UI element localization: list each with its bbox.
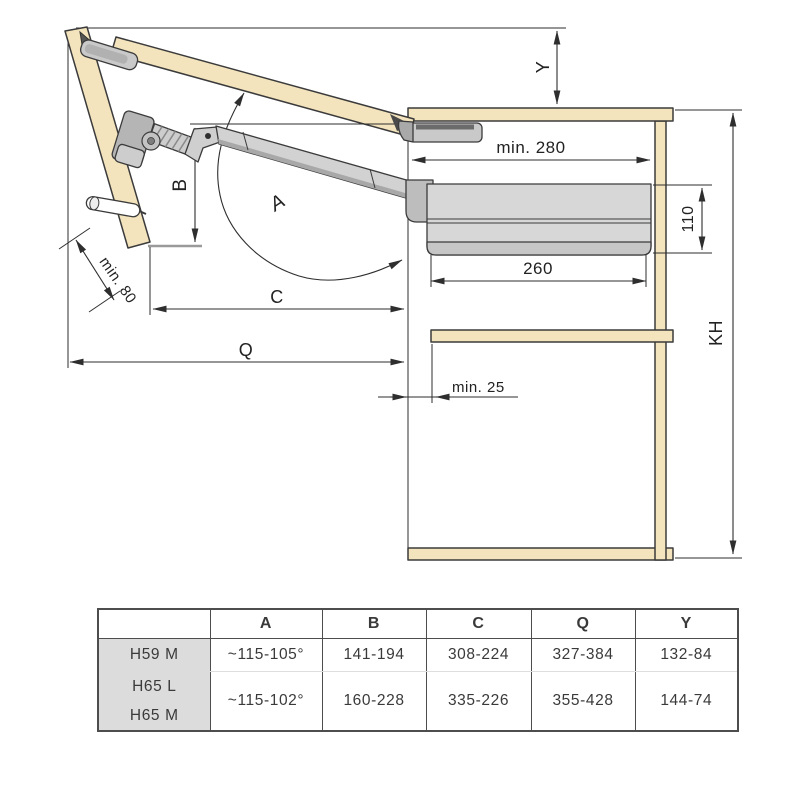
flap-door-open-section bbox=[111, 37, 414, 137]
model-h65m: H65 M bbox=[129, 706, 179, 724]
spec-row-h59m bbox=[98, 639, 738, 672]
h59m-value-y: 132-84 bbox=[635, 639, 738, 672]
h59m-value-a: ~115-105° bbox=[210, 639, 322, 672]
arm-pivot-dot bbox=[205, 133, 211, 139]
label-y: Y bbox=[533, 60, 553, 74]
h59m-value-c: 308-224 bbox=[426, 639, 531, 672]
min80-bottom-tick bbox=[89, 291, 120, 312]
label-c: C bbox=[270, 287, 284, 307]
cabinet-top-panel bbox=[408, 108, 673, 121]
flap-rear-bracket-hook bbox=[399, 121, 413, 142]
label-b: B bbox=[170, 178, 191, 192]
h65-value-q: 355-428 bbox=[531, 672, 635, 732]
label-min-25: min. 25 bbox=[452, 379, 505, 396]
header-q: Q bbox=[531, 609, 635, 639]
spec-table-container bbox=[97, 608, 739, 732]
header-b: B bbox=[322, 609, 426, 639]
h59m-value-q: 327-384 bbox=[531, 639, 635, 672]
label-260: 260 bbox=[523, 259, 553, 278]
h65-value-y: 144-74 bbox=[635, 672, 738, 732]
spring-coil-center bbox=[148, 138, 155, 145]
cabinet bbox=[408, 108, 673, 560]
model-h59m: H59 M bbox=[98, 639, 210, 672]
label-a: A bbox=[265, 189, 290, 216]
h65-value-c: 335-226 bbox=[426, 672, 531, 732]
h65-value-b: 160-228 bbox=[322, 672, 426, 732]
arm-knee-link bbox=[185, 127, 220, 162]
cabinet-shelf bbox=[431, 330, 673, 342]
model-h65-group bbox=[98, 672, 210, 732]
flap-rear-bracket-rail bbox=[416, 125, 474, 130]
min80-top-tick bbox=[59, 228, 90, 249]
mechanism-housing-base bbox=[427, 242, 651, 255]
cabinet-bottom-panel bbox=[408, 548, 673, 560]
label-q: Q bbox=[238, 340, 254, 360]
header-a: A bbox=[210, 609, 322, 639]
header-blank bbox=[98, 609, 210, 639]
spec-table-header-row bbox=[98, 609, 738, 639]
model-h65l: H65 L bbox=[132, 677, 177, 695]
h65-value-a: ~115-102° bbox=[210, 672, 322, 732]
header-y: Y bbox=[635, 609, 738, 639]
label-kh: KH bbox=[706, 319, 726, 347]
spec-row-h65 bbox=[98, 672, 738, 732]
label-min-280: min. 280 bbox=[496, 138, 566, 157]
label-110: 110 bbox=[680, 205, 697, 233]
h59m-value-b: 141-194 bbox=[322, 639, 426, 672]
label-min-80: min. 80 bbox=[95, 253, 140, 307]
spec-table bbox=[97, 608, 739, 732]
header-c: C bbox=[426, 609, 531, 639]
